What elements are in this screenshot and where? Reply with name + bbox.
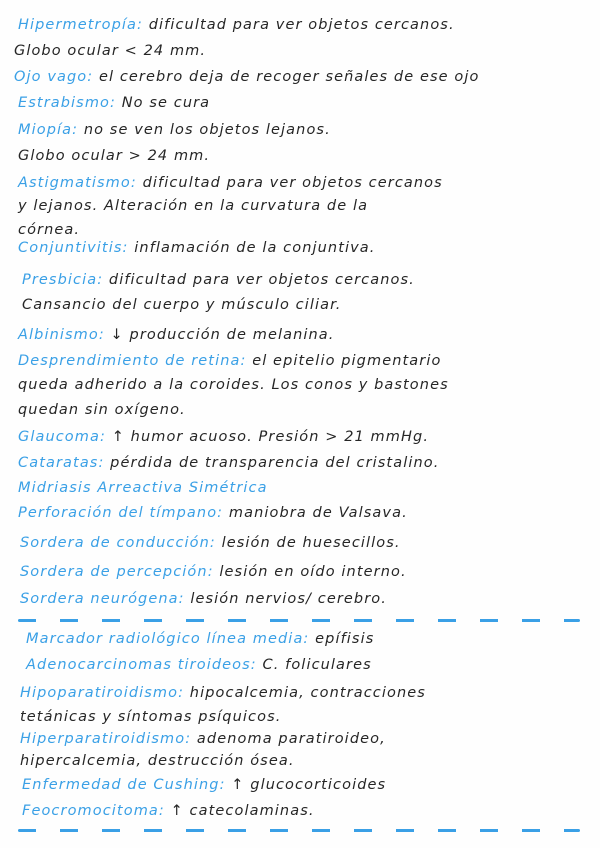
note-line — [18, 397, 186, 423]
note-definition: hipercalcemia, destrucción ósea. — [20, 753, 295, 769]
note-definition: dificultad para ver objetos cercanos — [136, 175, 443, 191]
section-divider — [18, 619, 580, 622]
note-definition: Globo ocular > 24 mm. — [18, 148, 211, 164]
note-line — [20, 680, 426, 706]
note-term: Hipermetropía: — [18, 17, 143, 33]
note-line — [18, 117, 331, 143]
note-definition: el epitelio pigmentario — [246, 353, 442, 369]
note-term: Perforación del tímpano: — [18, 505, 224, 521]
note-line — [18, 475, 268, 501]
note-line — [22, 772, 386, 798]
note-term: Sordera de conducción: — [20, 535, 216, 551]
note-line — [22, 267, 415, 293]
note-line — [20, 586, 387, 612]
note-term: Marcador radiológico línea media: — [26, 631, 310, 647]
note-definition: pérdida de transparencia del cristalino. — [104, 455, 440, 471]
note-definition: Globo ocular < 24 mm. — [14, 43, 207, 59]
note-definition: inflamación de la conjuntiva. — [128, 240, 376, 256]
note-term: Presbicia: — [22, 272, 104, 288]
note-term: Miopía: — [18, 122, 79, 138]
note-definition: el cerebro deja de recoger señales de ese ojo — [93, 69, 480, 85]
note-definition: lesión de huesecillos. — [215, 535, 401, 551]
note-definition: ↓ producción de melanina. — [104, 327, 335, 343]
note-line — [18, 450, 439, 476]
note-term: Feocromocitoma: — [22, 803, 165, 819]
note-line — [18, 500, 408, 526]
note-term: Glaucoma: — [18, 429, 106, 445]
note-term: Albinismo: — [18, 327, 105, 343]
note-line — [22, 292, 342, 318]
note-definition: no se ven los objetos lejanos. — [78, 122, 331, 138]
note-definition: y lejanos. Alteración en la curvatura de la — [18, 198, 369, 214]
note-definition: lesión en oído interno. — [213, 564, 407, 580]
note-line — [14, 38, 206, 64]
note-term: Ojo vago: — [14, 69, 94, 85]
note-line — [18, 90, 210, 116]
note-definition: dificultad para ver objetos cercanos. — [103, 272, 415, 288]
note-term: Estrabismo: — [18, 95, 117, 111]
note-definition: córnea. — [18, 222, 81, 238]
note-definition: ↑ humor acuoso. Presión > 21 mmHg. — [105, 429, 430, 445]
note-definition: quedan sin oxígeno. — [18, 402, 186, 418]
note-term: Conjuntivitis: — [18, 240, 129, 256]
note-line — [18, 235, 376, 261]
note-definition: hipocalcemia, contracciones — [184, 685, 426, 701]
note-definition: dificultad para ver objetos cercanos. — [143, 17, 455, 33]
section-divider — [18, 829, 580, 832]
note-definition: tetánicas y síntomas psíquicos. — [20, 709, 282, 725]
note-line — [20, 530, 401, 556]
note-definition: adenoma paratiroideo, — [191, 731, 386, 747]
note-line — [26, 652, 372, 678]
note-line — [18, 424, 429, 450]
note-line — [26, 626, 374, 652]
note-line — [18, 322, 334, 348]
note-line — [18, 348, 441, 374]
note-line — [18, 193, 368, 219]
note-line — [18, 143, 210, 169]
note-definition: ↑ glucocorticoides — [225, 777, 387, 793]
note-term: Sordera neurógena: — [20, 591, 185, 607]
note-term: Desprendimiento de retina: — [18, 353, 247, 369]
note-definition: No se cura — [116, 95, 211, 111]
note-line — [18, 372, 449, 398]
note-definition: ↑ catecolaminas. — [164, 803, 315, 819]
note-term: Astigmatismo: — [18, 175, 137, 191]
note-definition: maniobra de Valsava. — [223, 505, 408, 521]
note-line — [20, 559, 407, 585]
note-line — [20, 748, 295, 774]
note-term: Sordera de percepción: — [20, 564, 214, 580]
note-term: Enfermedad de Cushing: — [22, 777, 226, 793]
note-term: Midriasis Arreactiva Simétrica — [18, 480, 268, 496]
note-definition: Cansancio del cuerpo y músculo ciliar. — [22, 297, 342, 313]
note-definition: C. foliculares — [256, 657, 372, 673]
note-term: Adenocarcinomas tiroideos: — [26, 657, 257, 673]
note-line — [18, 12, 455, 38]
note-line — [14, 64, 479, 90]
note-line — [22, 798, 315, 824]
note-definition: epífisis — [309, 631, 375, 647]
note-definition: queda adherido a la coroides. Los conos y bastones — [18, 377, 449, 393]
note-definition: lesión nervios/ cerebro. — [184, 591, 387, 607]
note-term: Cataratas: — [18, 455, 105, 471]
note-term: Hiperparatiroidismo: — [20, 731, 192, 747]
note-term: Hipoparatiroidismo: — [20, 685, 185, 701]
